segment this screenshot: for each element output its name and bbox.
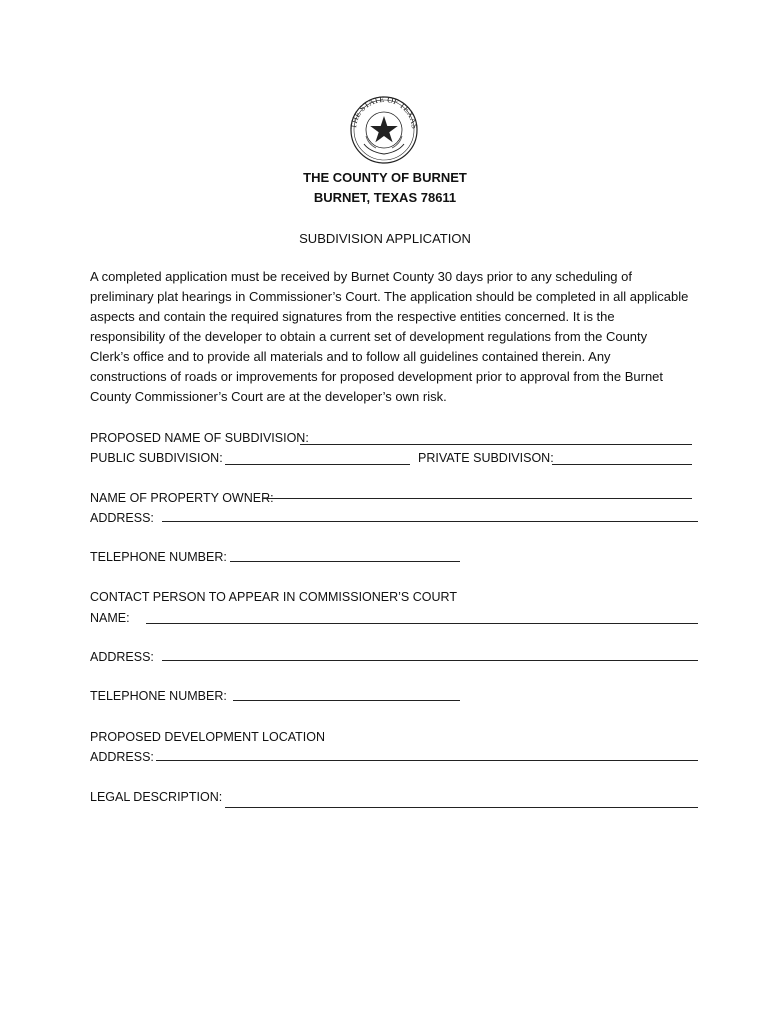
- owner-name-field[interactable]: [262, 498, 692, 499]
- intro-paragraph: A completed application must be received by Burnet County 30 days prior to any scheduling of preliminary plat hearings in Commissioner’s Court. The application should be completed in all applicable aspects and contain the required signatures from the respective entities concerned. It is the responsibility of the developer to obtain a current set of development regulations from the County Clerk’s office and to provide all materials and to follow all guidelines contained therein. Any constructions of roads or improvements for proposed development prior to approval from the Burnet County Commissioner’s Court are at the developer’s own risk.: [90, 269, 689, 404]
- contact-phone-field[interactable]: [233, 700, 460, 701]
- location-address-label: ADDRESS:: [90, 750, 154, 764]
- owner-phone-field[interactable]: [230, 561, 460, 562]
- private-subdivision-label: PRIVATE SUBDIVISON:: [418, 451, 554, 465]
- public-subdivision-label: PUBLIC SUBDIVISION:: [90, 451, 223, 465]
- private-subdivision-field[interactable]: [552, 464, 692, 465]
- contact-name-field[interactable]: [146, 623, 698, 624]
- location-address-field[interactable]: [156, 760, 698, 761]
- owner-name-label: NAME OF PROPERTY OWNER:: [90, 491, 274, 505]
- legal-description-label: LEGAL DESCRIPTION:: [90, 790, 223, 804]
- seal-text: THE STATE OF TEXAS: [347, 93, 421, 130]
- owner-address-field[interactable]: [162, 521, 698, 522]
- form-title: SUBDIVISION APPLICATION: [299, 231, 471, 246]
- public-subdivision-field[interactable]: [225, 464, 410, 465]
- contact-address-label: ADDRESS:: [90, 650, 154, 664]
- proposed-name-field[interactable]: [300, 444, 692, 445]
- proposed-name-label: PROPOSED NAME OF SUBDIVISION:: [90, 431, 309, 445]
- county-title: THE COUNTY OF BURNET: [303, 170, 467, 185]
- contact-address-field[interactable]: [162, 660, 698, 661]
- owner-address-label: ADDRESS:: [90, 511, 154, 525]
- texas-state-seal: [344, 92, 424, 164]
- location-heading: PROPOSED DEVELOPMENT LOCATION: [90, 730, 326, 744]
- contact-name-label: NAME:: [90, 611, 130, 625]
- legal-description-field[interactable]: [225, 807, 698, 808]
- contact-phone-label: TELEPHONE NUMBER:: [90, 689, 227, 703]
- county-address: BURNET, TEXAS 78611: [313, 190, 457, 205]
- owner-phone-label: TELEPHONE NUMBER:: [90, 550, 227, 564]
- contact-heading: CONTACT PERSON TO APPEAR IN COMMISSIONER’S COURT: [90, 590, 457, 604]
